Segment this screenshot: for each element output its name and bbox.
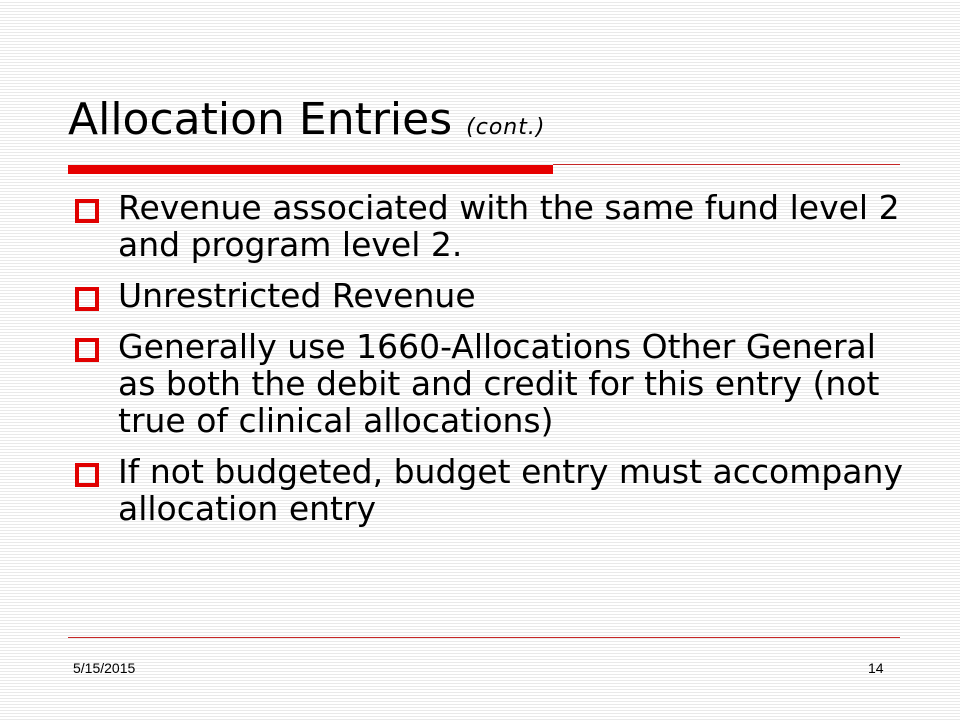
bullet-item <box>72 453 912 527</box>
bullet-text: Unrestricted Revenue <box>118 276 476 315</box>
square-bullet-icon <box>75 287 99 311</box>
footer-page-number: 14 <box>868 660 884 676</box>
bullet-item <box>72 189 912 263</box>
bullet-item <box>72 328 912 439</box>
slide-title-suffix: (cont.) <box>466 115 546 140</box>
square-bullet-icon <box>75 338 99 362</box>
square-bullet-icon <box>75 463 99 487</box>
bullet-item <box>72 277 912 314</box>
title-divider-line <box>553 164 900 165</box>
bullet-list <box>72 189 912 541</box>
square-bullet-icon <box>75 199 99 223</box>
footer-divider-line <box>68 637 900 638</box>
bullet-text: Revenue associated with the same fund level 2 and program level 2. <box>118 188 900 264</box>
bullet-text: If not budgeted, budget entry must accompany allocation entry <box>118 452 903 528</box>
title-accent-bar <box>68 165 553 174</box>
bullet-text: Generally use 1660-Allocations Other General as both the debit and credit for this entry (not true of clinical allocations) <box>118 327 880 440</box>
slide-title-text: Allocation Entries <box>68 94 453 145</box>
slide-title <box>68 94 545 147</box>
footer-date: 5/15/2015 <box>73 660 136 676</box>
